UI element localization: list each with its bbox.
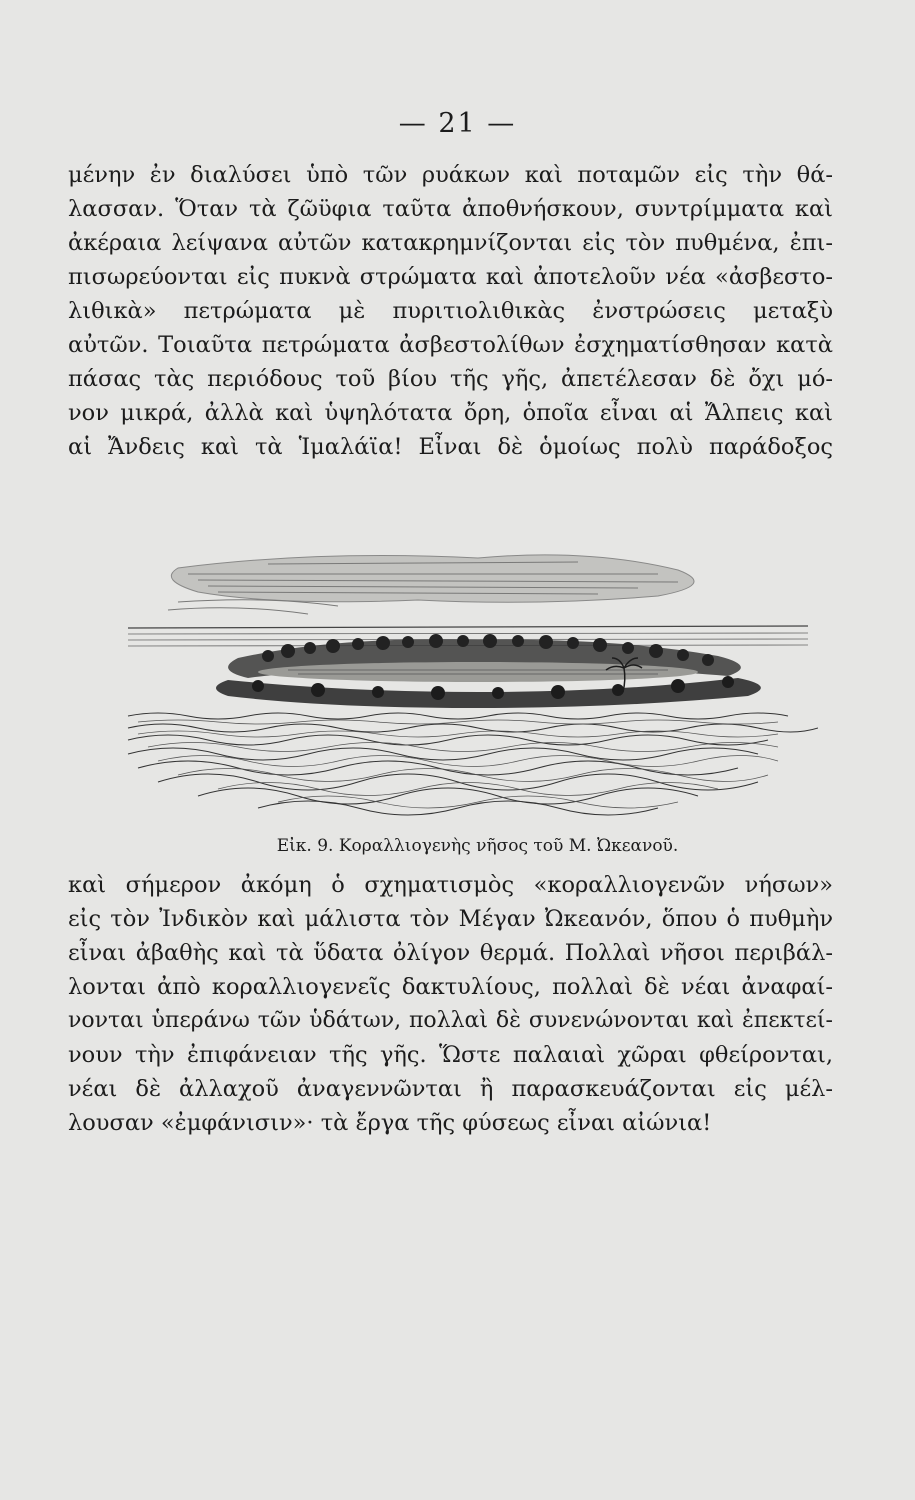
text-line: νουν τὴν ἐπιφάνειαν τῆς γῆς. Ὥστε παλαιαὶ χῶραι φθείρονται, [68, 1042, 833, 1068]
text-line: λουσαν «ἐμφάνισιν»· τὰ ἔργα τῆς φύσεως εἶναι αἰώνια! [68, 1110, 712, 1136]
text-line: λιθικὰ» πετρώματα μὲ πυριτιολιθικὰς ἐνστρώσεις μεταξὺ [68, 298, 833, 324]
upper-paragraph [68, 158, 833, 464]
figure-caption: Εἰκ. 9. Κοραλλιογενὴς νῆσος τοῦ Μ. Ὠκεανοῦ. [276, 836, 679, 856]
text-line: εἶναι ἀβαθὴς καὶ τὰ ὕδατα ὀλίγον θερμά. Πολλαὶ νῆσοι περιβάλ- [68, 940, 833, 966]
text-line: αὐτῶν. Τοιαῦτα πετρώματα ἀσβεστολίθων ἐσχηματίσθησαν κατὰ [68, 332, 833, 358]
text-line: μένην ἐν διαλύσει ὑπὸ τῶν ρυάκων καὶ ποταμῶν εἰς τὴν θά- [68, 162, 833, 188]
text-line: νον μικρά, ἀλλὰ καὶ ὑψηλότατα ὄρη, ὁποῖα εἶναι αἱ Ἄλπεις καὶ [68, 400, 833, 426]
coral-island-engraving-icon [118, 540, 818, 820]
page-number: — 21 — [398, 108, 517, 139]
text-line: λασσαν. Ὅταν τὰ ζῶϋφια ταῦτα ἀποθνήσκουν, συντρίμματα καὶ [68, 196, 833, 222]
text-line: νέαι δὲ ἀλλαχοῦ ἀναγεννῶνται ἢ παρασκευάζονται εἰς μέλ- [68, 1076, 833, 1102]
text-line: λονται ἀπὸ κοραλλιογενεῖς δακτυλίους, πολλαὶ δὲ νέαι ἀναφαί- [68, 974, 833, 1000]
lower-paragraph [68, 868, 833, 1140]
text-line: ἀκέραια λείψανα αὐτῶν κατακρημνίζονται εἰς τὸν πυθμένα, ἐπι- [68, 230, 833, 256]
text-line: αἱ Ἄνδεις καὶ τὰ Ἱμαλάϊα! Εἶναι δὲ ὁμοίως πολὺ παράδοξος [68, 434, 833, 460]
text-line: πισωρεύονται εἰς πυκνὰ στρώματα καὶ ἀποτελοῦν νέα «ἀσβεστο- [68, 264, 833, 290]
text-line: εἰς τὸν Ἰνδικὸν καὶ μάλιστα τὸν Μέγαν Ὠκεανόν, ὅπου ὁ πυθμὴν [68, 906, 833, 932]
text-line: πάσας τὰς περιόδους τοῦ βίου τῆς γῆς, ἀπετέλεσαν δὲ ὄχι μό- [68, 366, 833, 392]
coral-island-figure [118, 540, 818, 835]
text-line: νονται ὑπεράνω τῶν ὑδάτων, πολλαὶ δὲ συνενώνονται καὶ ἐπεκτεί- [68, 1008, 833, 1033]
text-line: καὶ σήμερον ἀκόμη ὁ σχηματισμὸς «κοραλλιογενῶν νήσων» [68, 872, 833, 898]
